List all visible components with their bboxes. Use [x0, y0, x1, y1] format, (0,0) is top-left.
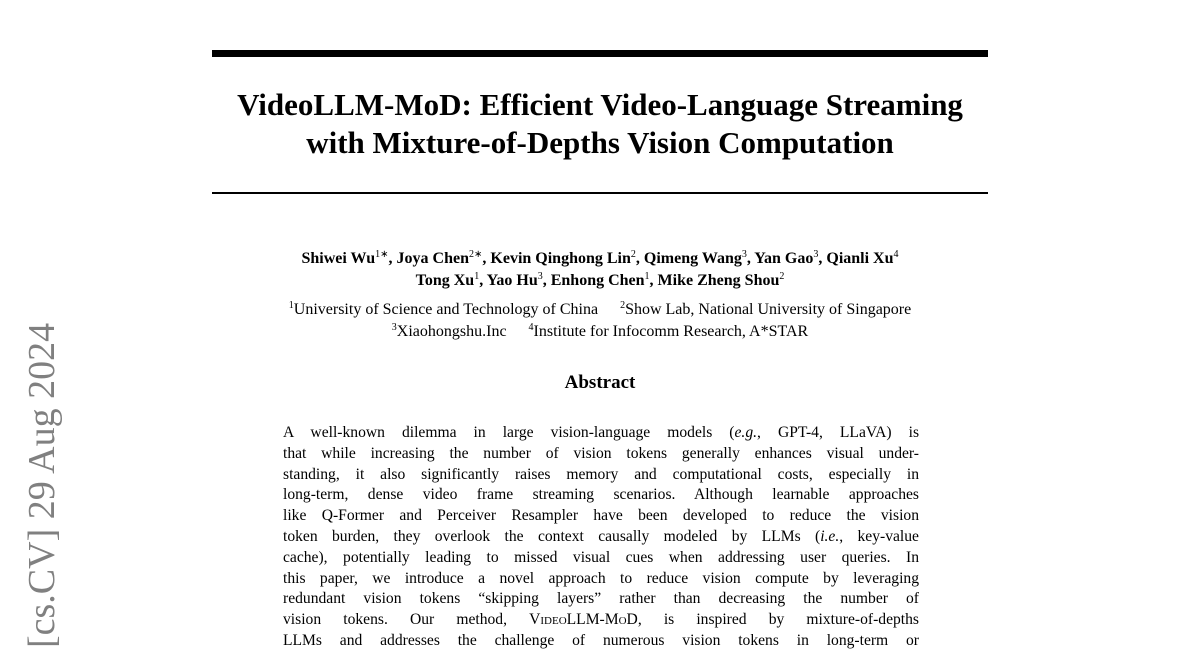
abstract-line: like Q-Former and Perceiver Resampler have been developed to reduce the vision — [283, 507, 919, 525]
affiliation-name: Show Lab, National University of Singapore — [625, 301, 912, 318]
affiliation-mark: 4 — [528, 322, 534, 333]
method-name: VideoLLM-MoD — [529, 611, 638, 629]
abstract-line: cache), potentially leading to missed visual cues when addressing user queries. In — [283, 548, 919, 566]
author-affiliation-mark: 3 — [537, 271, 543, 282]
author-name: Joya Chen — [396, 250, 469, 267]
author-affiliation-mark: 3 — [813, 249, 819, 260]
author-affiliation-mark: 1 — [474, 271, 480, 282]
abstract-line: standing, it also significantly raises memory and computational costs, especially in — [283, 465, 919, 483]
affiliation-mark: 1 — [288, 300, 294, 311]
abstract-line: this paper, we introduce a novel approach to reduce vision compute by leveraging — [283, 569, 919, 587]
title-line-1: VideoLLM-MoD: Efficient Video-Language Streaming — [237, 87, 963, 122]
abstract-line: redundant vision tokens “skipping layers” rather than decreasing the number of — [283, 590, 919, 608]
affiliation-name: Institute for Infocomm Research, A*STAR — [533, 323, 809, 340]
author-name: Kevin Qinghong Lin — [490, 250, 631, 267]
author-line-1: Shiwei $Wu^{1∗}$, Joya Chen$^{2∗}$, Kevin Qinghong Lin$^2$, Qimeng Wang$^3$, Yan Gao$^3$, Qianli Xu$^4$ — [301, 249, 899, 267]
arxiv-stamp: [cs.CV] 29 Aug 2024 — [21, 322, 63, 648]
affiliation-list — [212, 299, 988, 343]
author-affiliation-mark: 2 — [630, 249, 636, 260]
author-name: Mike Zheng Shou — [657, 272, 780, 289]
abstract-line: LLMs and addresses the challenge of numerous vision tokens in long-term or — [283, 631, 919, 649]
author-name: Tong Xu — [415, 272, 475, 289]
author-affiliation-mark: 2∗ — [469, 249, 483, 260]
author-affiliation-mark: 1∗ — [375, 249, 389, 260]
abstract-body — [283, 423, 919, 652]
author-affiliation-mark: 2 — [779, 271, 785, 282]
author-name: Qianli Xu — [826, 250, 894, 267]
author-name: Shiwei Wu — [301, 250, 376, 267]
author-name: Enhong Chen — [550, 272, 645, 289]
abstract-heading: Abstract — [564, 372, 636, 393]
affiliation-name: University of Science and Technology of China — [293, 301, 599, 318]
abstract-line: long-term, dense video frame streaming scenarios. Although learnable approaches — [283, 486, 919, 504]
paper-title — [212, 86, 988, 162]
author-affiliation-mark: 4 — [893, 249, 899, 260]
title-rule — [212, 192, 988, 194]
author-name: Qimeng Wang — [643, 250, 742, 267]
author-name: Yan Gao — [754, 250, 814, 267]
affiliation-name: Xiaohongshu.Inc — [396, 323, 507, 340]
author-affiliation-mark: 1 — [644, 271, 650, 282]
author-affiliation-mark: 3 — [741, 249, 747, 260]
abstract-line: token burden, they overlook the context causally modeled by LLMs (i.e., key-value — [283, 527, 919, 545]
affiliation-line-2 — [212, 321, 988, 343]
abstract-line: vision tokens. Our method, VideoLLM-MoD, is inspired by mixture-of-depths — [283, 611, 919, 629]
abstract-line: that while increasing the number of vision tokens generally enhances visual under- — [283, 444, 919, 462]
abstract-line: A well-known dilemma in large vision-language models (e.g., GPT-4, LLaVA) is — [283, 424, 919, 441]
affiliation-mark: 3 — [391, 322, 397, 333]
top-rule — [212, 50, 988, 57]
title-line-2: with Mixture-of-Depths Vision Computation — [306, 125, 894, 160]
author-line-2: Tong Xu$^1$, Yao Hu$^3$, Enhong Chen$^1$, Mike Zheng Shou$^2$ — [415, 271, 785, 289]
abstract-italic-term: e.g. — [734, 424, 758, 441]
affiliation-mark: 2 — [620, 300, 626, 311]
affiliation-line-1 — [212, 299, 988, 321]
author-name: Yao Hu — [486, 272, 538, 289]
abstract-italic-term: i.e. — [820, 527, 840, 545]
author-list — [212, 248, 988, 292]
